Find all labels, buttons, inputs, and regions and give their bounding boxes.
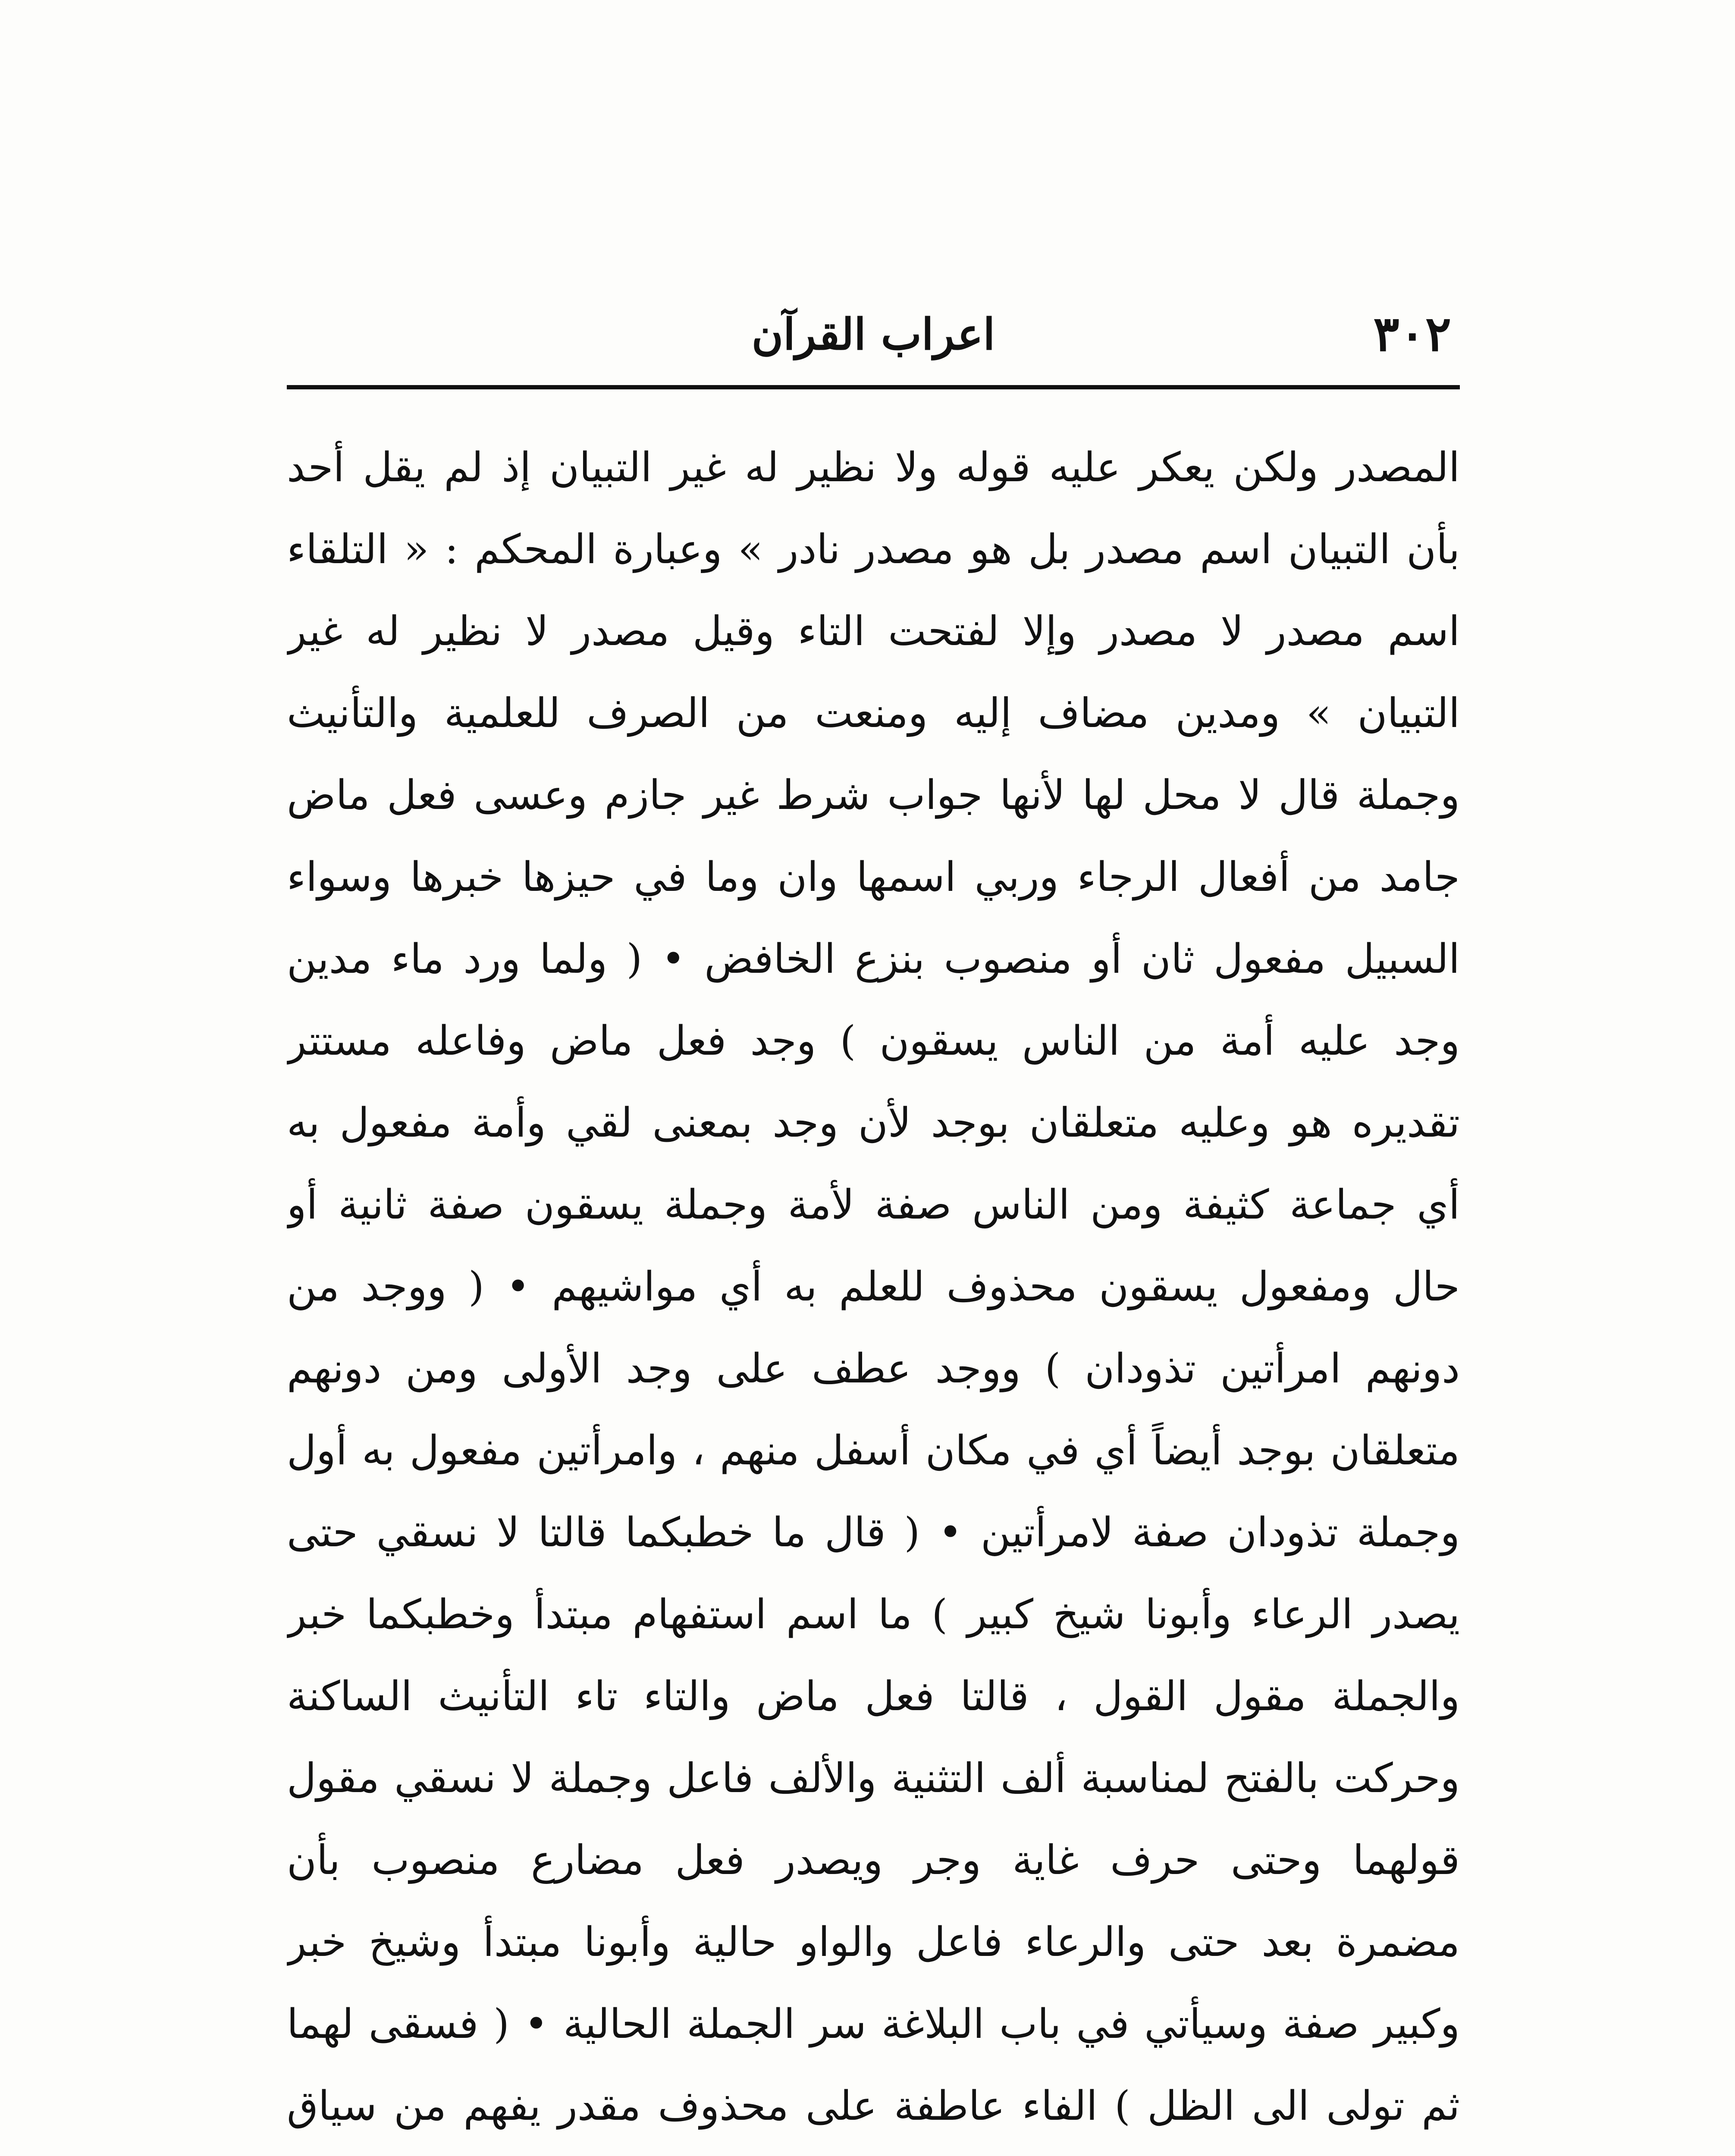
text-line: متعلقان بوجد أيضاً أي في مكان أسفل منهم ، وامرأتين مفعول به أول — [287, 1427, 1460, 1474]
text-line: المصدر ولكن يعكر عليه قوله ولا نظير له غير التبيان إذ لم يقل أحد — [287, 444, 1460, 491]
text-line: مضمرة بعد حتى والرعاء فاعل والواو حالية وأبونا مبتدأ وشيخ خبر — [287, 1919, 1460, 1966]
text-line: وجملة قال لا محل لها لأنها جواب شرط غير جازم وعسى فعل ماض — [287, 772, 1460, 819]
text-line: اسم مصدر لا مصدر وإلا لفتحت التاء وقيل مصدر لا نظير له غير — [287, 608, 1460, 655]
page-header — [287, 298, 1460, 371]
text-line: ثم تولى الى الظل ) الفاء عاطفة على محذوف مقدر يفهم من سياق — [287, 2083, 1460, 2130]
page-number: ٣٠٢ — [1373, 306, 1451, 362]
text-line: وكبير صفة وسيأتي في باب البلاغة سر الجملة الحالية • ( فسقى لهما — [287, 2001, 1460, 2048]
running-title: اعراب القرآن — [751, 309, 995, 360]
text-line: وجملة تذودان صفة لامرأتين • ( قال ما خطبكما قالتا لا نسقي حتى — [287, 1509, 1460, 1556]
text-line: قولهما وحتى حرف غاية وجر ويصدر فعل مضارع منصوب بأن — [287, 1837, 1460, 1884]
text-line: حال ومفعول يسقون محذوف للعلم به أي مواشيهم • ( ووجد من — [287, 1263, 1460, 1310]
text-line: دونهم امرأتين تذودان ) ووجد عطف على وجد الأولى ومن دونهم — [287, 1345, 1460, 1392]
text-line: وحركت بالفتح لمناسبة ألف التثنية والألف فاعل وجملة لا نسقي مقول — [287, 1755, 1460, 1802]
text-line: والجملة مقول القول ، قالتا فعل ماض والتاء تاء التأنيث الساكنة — [287, 1673, 1460, 1720]
text-line: السبيل مفعول ثان أو منصوب بنزع الخافض • ( ولما ورد ماء مدين — [287, 936, 1460, 983]
text-line: تقديره هو وعليه متعلقان بوجد لأن وجد بمعنى لقي وأمة مفعول به — [287, 1100, 1460, 1147]
text-line: جامد من أفعال الرجاء وربي اسمها وان وما في حيزها خبرها وسواء — [287, 854, 1460, 901]
text-line: أي جماعة كثيفة ومن الناس صفة لأمة وجملة يسقون صفة ثانية أو — [287, 1181, 1460, 1228]
text-line — [287, 2147, 1460, 2156]
text-line: يصدر الرعاء وأبونا شيخ كبير ) ما اسم استفهام مبتدأ وخطبكما خبر — [287, 1591, 1460, 1638]
text-line: وجد عليه أمة من الناس يسقون ) وجد فعل ماض وفاعله مستتر — [287, 1018, 1460, 1065]
text-line: بأن التبيان اسم مصدر بل هو مصدر نادر » وعبارة المحكم : « التلقاء — [287, 526, 1460, 573]
text-line: التبيان » ومدين مضاف إليه ومنعت من الصرف للعلمية والتأنيث — [287, 690, 1460, 737]
header-rule — [287, 385, 1460, 389]
body-text — [287, 427, 1460, 2156]
